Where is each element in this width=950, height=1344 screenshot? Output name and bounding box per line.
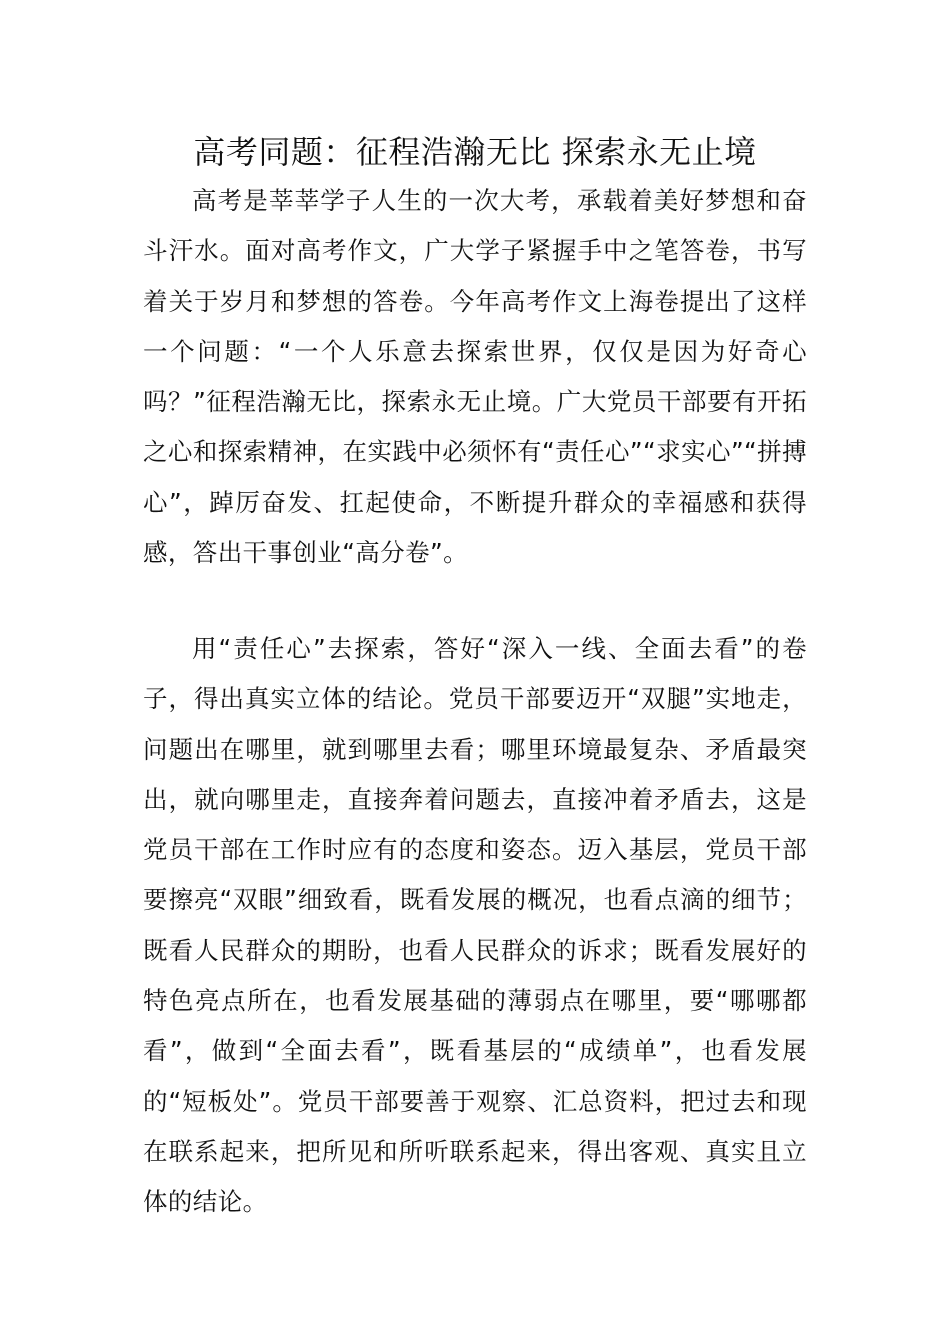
paragraph-intro: 高考是莘莘学子人生的一次大考，承载着美好梦想和奋斗汗水。面对高考作文，广大学子紧握手中之笔答卷，书写着关于岁月和梦想的答卷。今年高考作文上海卷提出了这样一个问题：“一个人乐意去探索世界，仅仅是因为好奇心吗？”征程浩瀚无比，探索永无止境。广大党员干部要有开拓之心和探索精神，在实践中必须怀有“责任心”“求实心”“拼搏心”，踔厉奋发、扛起使命，不断提升群众的幸福感和获得感，答出干事创业“高分卷”。 <box>143 186 807 568</box>
paragraph-responsibility: 用“责任心”去探索，答好“深入一线、全面去看”的卷子，得出真实立体的结论。党员干部要迈开“双腿”实地走，问题出在哪里，就到哪里去看；哪里环境最复杂、矛盾最突出，就向哪里走，直接奔着问题去，直接冲着矛盾去，这是党员干部在工作时应有的态度和姿态。迈入基层，党员干部要擦亮“双眼”细致看，既看发展的概况，也看点滴的细节；既看人民群众的期盼，也看人民群众的诉求；既看发展好的特色亮点所在，也看发展基础的薄弱点在哪里，要“哪哪都看”，做到“全面去看”，既看基层的“成绩单”，也看发展的“短板处”。党员干部要善于观察、汇总资料，把过去和现在联系起来，把所见和所听联系起来，得出客观、真实且立体的结论。 <box>143 634 807 1217</box>
document-title: 高考同题：征程浩瀚无比 探索永无止境 <box>193 133 757 171</box>
